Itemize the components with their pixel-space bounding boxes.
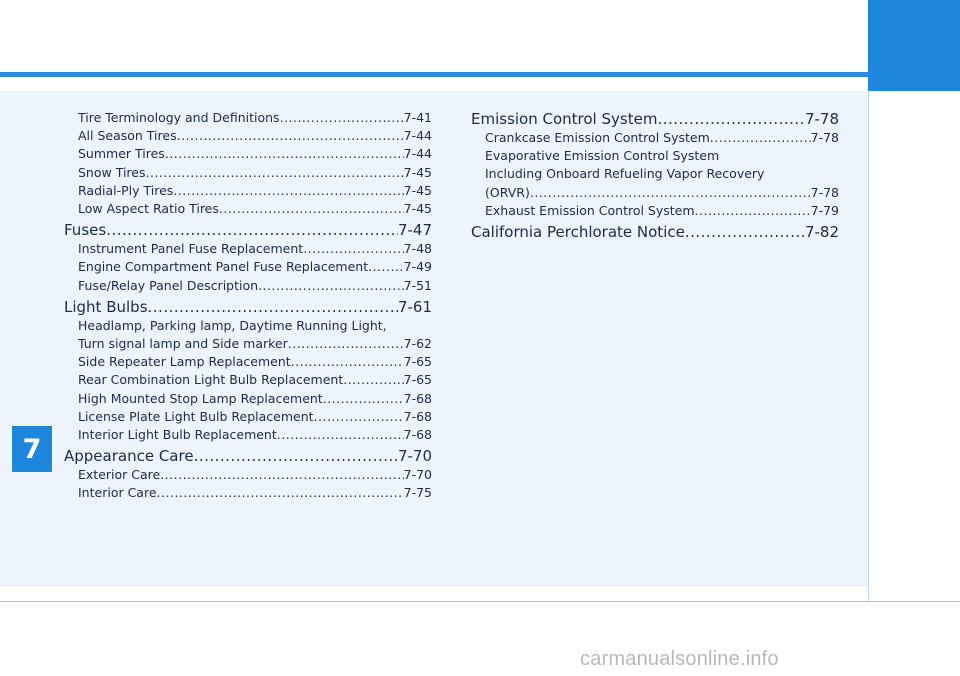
toc-entry-page: 7-44 — [403, 128, 432, 144]
toc-entry-page: 7-49 — [403, 259, 432, 275]
dot-leader — [157, 484, 404, 502]
toc-section-entry[interactable] — [471, 109, 839, 129]
toc-entry[interactable] — [64, 371, 432, 389]
toc-entry[interactable] — [471, 184, 839, 202]
dot-leader — [291, 353, 404, 371]
toc-right-column — [471, 109, 839, 242]
panel-bottom-edge — [0, 585, 868, 586]
dot-leader — [146, 164, 404, 182]
toc-entry-page: 7-75 — [403, 485, 432, 501]
toc-entry-title: License Plate Light Bulb Replacement — [78, 408, 314, 424]
header-rule — [0, 72, 868, 77]
toc-entry-title: Instrument Panel Fuse Replacement — [78, 241, 304, 257]
dot-leader — [288, 335, 404, 353]
dot-leader — [303, 240, 403, 258]
dot-leader — [258, 277, 404, 295]
toc-entry[interactable] — [471, 129, 839, 147]
dot-leader — [695, 202, 811, 220]
toc-entry-page: 7-78 — [810, 130, 839, 145]
dot-leader — [173, 182, 403, 200]
toc-entry-page: 7-47 — [397, 221, 432, 240]
toc-entry[interactable] — [64, 109, 432, 127]
toc-entry-title: Exhaust Emission Control System — [485, 202, 695, 218]
toc-entry[interactable] — [64, 390, 432, 408]
toc-entry-page: 7-62 — [403, 336, 432, 352]
toc-section-entry[interactable] — [64, 297, 432, 317]
toc-entry[interactable] — [64, 426, 432, 444]
toc-entry-page: 7-70 — [403, 467, 432, 483]
toc-entry-title: (ORVR) — [485, 184, 530, 200]
dot-leader — [314, 408, 404, 426]
toc-left-column — [64, 109, 432, 503]
toc-entry[interactable] — [64, 353, 432, 371]
toc-entry-page: 7-45 — [403, 164, 432, 180]
dot-leader — [219, 200, 404, 218]
toc-entry-title: Tire Terminology and Definitions — [78, 110, 280, 125]
toc-entry-page: 7-65 — [403, 372, 432, 388]
toc-entry-page: 7-68 — [403, 390, 432, 406]
toc-entry-page: 7-45 — [403, 182, 432, 198]
toc-entry[interactable] — [64, 466, 432, 484]
toc-entry-title: Interior Care — [78, 485, 157, 501]
toc-entry-title: Fuse/Relay Panel Description — [78, 277, 259, 293]
chapter-tab[interactable]: 7 — [12, 426, 52, 472]
toc-entry-title: Radial-Ply Tires — [78, 182, 174, 198]
toc-entry-title: Exterior Care — [78, 467, 161, 483]
toc-entry-page: 7-78 — [810, 184, 839, 200]
toc-entry[interactable] — [64, 164, 432, 182]
toc-section-entry[interactable] — [64, 220, 432, 240]
toc-entry-title: Emission Control System — [471, 110, 658, 128]
dot-leader — [343, 371, 403, 389]
toc-entry-page: 7-48 — [403, 241, 432, 257]
toc-entry-title: Fuses — [64, 221, 107, 240]
toc-section-entry[interactable] — [64, 446, 432, 466]
toc-entry-continued: Headlamp, Parking lamp, Daytime Running Light, — [78, 317, 387, 333]
toc-entry-page: 7-44 — [403, 146, 432, 162]
toc-entry-page: 7-41 — [403, 110, 432, 125]
dot-leader — [148, 297, 398, 317]
toc-entry-title: Engine Compartment Panel Fuse Replacement — [78, 259, 369, 275]
toc-entry[interactable] — [64, 408, 432, 426]
toc-entry-title: Light Bulbs — [64, 297, 148, 316]
toc-entry-title: California Perchlorate Notice — [471, 223, 685, 242]
dot-leader — [194, 446, 398, 466]
toc-entry[interactable] — [64, 145, 432, 163]
dot-leader — [368, 258, 404, 276]
toc-entry-title: Low Aspect Ratio Tires — [78, 201, 219, 217]
toc-entry-title: Rear Combination Light Bulb Replacement — [78, 372, 344, 388]
toc-entry-title: All Season Tires — [78, 128, 177, 144]
dot-leader — [280, 109, 404, 127]
toc-entry-title: High Mounted Stop Lamp Replacement — [78, 390, 323, 406]
toc-entry[interactable] — [64, 484, 432, 502]
right-margin-strip — [868, 91, 960, 601]
dot-leader — [177, 127, 404, 145]
toc-entry-continued: Evaporative Emission Control System — [485, 148, 720, 164]
toc-entry-page: 7-82 — [804, 223, 839, 242]
toc-entry[interactable] — [64, 127, 432, 145]
toc-entry-page: 7-78 — [804, 110, 839, 128]
toc-entry-page: 7-65 — [403, 354, 432, 370]
dot-leader — [657, 109, 805, 129]
dot-leader — [277, 426, 404, 444]
toc-entry-page: 7-51 — [403, 277, 432, 293]
toc-entry-title: Summer Tires — [78, 146, 165, 162]
dot-leader — [710, 129, 811, 147]
toc-entry[interactable] — [64, 258, 432, 276]
dot-leader — [685, 222, 805, 242]
toc-entry[interactable] — [64, 277, 432, 295]
toc-entry[interactable] — [471, 202, 839, 220]
toc-entry-page: 7-45 — [403, 201, 432, 217]
dot-leader — [165, 145, 404, 163]
toc-entry-page: 7-68 — [403, 408, 432, 424]
toc-entry-page: 7-79 — [810, 202, 839, 218]
dot-leader — [323, 390, 404, 408]
toc-entry-title: Turn signal lamp and Side marker — [78, 336, 288, 352]
toc-entry-title: Snow Tires — [78, 164, 146, 180]
toc-entry[interactable] — [64, 200, 432, 218]
toc-entry-page: 7-68 — [403, 427, 432, 443]
watermark: carmanualsonline.info — [580, 648, 779, 670]
toc-entry-continued: Including Onboard Refueling Vapor Recovery — [485, 166, 765, 182]
toc-section-entry[interactable] — [471, 222, 839, 242]
toc-entry-title: Appearance Care — [64, 447, 194, 466]
toc-entry[interactable] — [64, 335, 432, 353]
toc-entry-title: Crankcase Emission Control System — [485, 130, 710, 145]
toc-entry[interactable] — [64, 182, 432, 200]
dot-leader — [530, 184, 811, 202]
toc-entry-title: Interior Light Bulb Replacement — [78, 427, 277, 443]
dot-leader — [106, 220, 398, 240]
toc-entry-title: Side Repeater Lamp Replacement — [78, 354, 291, 370]
toc-entry-page: 7-70 — [397, 447, 432, 466]
toc-entry[interactable] — [64, 240, 432, 258]
footer-rule — [0, 601, 960, 602]
toc-entry-page: 7-61 — [397, 297, 432, 316]
dot-leader — [160, 466, 403, 484]
corner-tab — [868, 0, 960, 91]
